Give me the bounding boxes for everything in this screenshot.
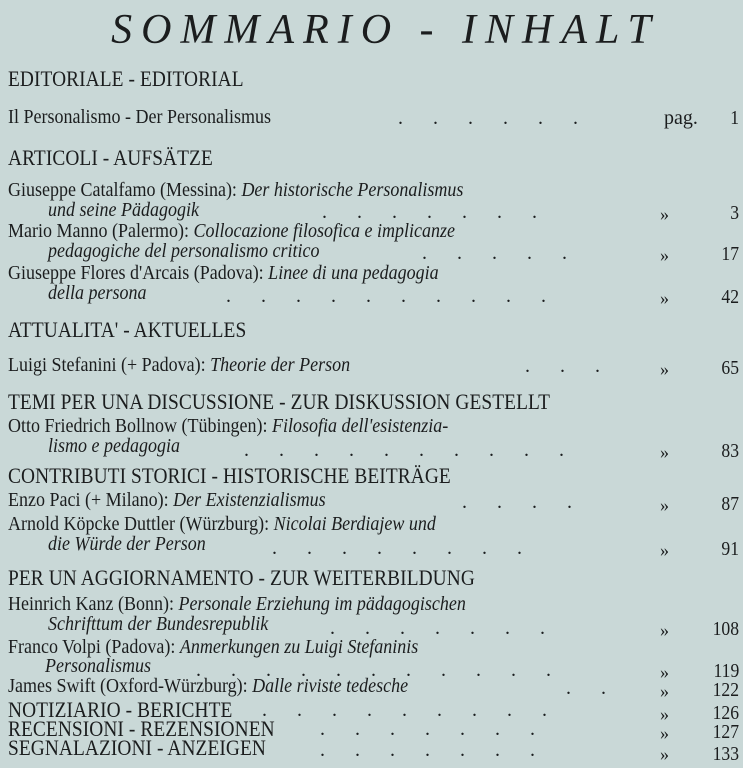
dot-leader: . . . . . . . — [320, 739, 535, 761]
page-prefix: » — [660, 495, 669, 515]
dot-leader: . . . . . . . — [322, 201, 537, 223]
entry-author: Giuseppe Catalfamo (Messina): — [8, 179, 242, 201]
entry-title-continued: pedagogiche del personalismo critico — [48, 240, 320, 262]
page-prefix: » — [660, 681, 669, 701]
page-number: 83 — [721, 440, 739, 462]
dot-leader: . . . . . . . . — [272, 537, 522, 559]
entry-title-continued: Personalismus — [45, 655, 152, 677]
entry-title-continued: lismo e pedagogia — [48, 435, 180, 457]
page-number: 42 — [721, 286, 739, 308]
toc-entry-personalismo[interactable] — [8, 107, 271, 128]
page-number: 126 — [712, 702, 739, 724]
dot-leader: . . — [566, 677, 606, 699]
section-heading-articoli: ARTICOLI - AUFSÄTZE — [8, 145, 213, 170]
entry-title-continued: die Würde der Person — [48, 533, 206, 555]
tail-item-segnalazioni[interactable]: SEGNALAZIONI - ANZEIGEN — [8, 735, 266, 760]
page-number: 108 — [712, 618, 739, 640]
toc-entry-swift[interactable] — [8, 676, 408, 697]
page-number: 87 — [721, 493, 739, 515]
toc-entry-bollnow[interactable] — [8, 416, 448, 437]
page-prefix: » — [660, 662, 669, 682]
toc-entry-catalfamo[interactable] — [8, 180, 463, 201]
entry-author: Heinrich Kanz (Bonn): — [8, 593, 179, 615]
entry-title: Il Personalismo - Der Personalismus — [8, 106, 271, 128]
dot-leader: . . . . . . . . . . . — [196, 659, 551, 681]
toc-entry-kopcke-duttler[interactable] — [8, 514, 436, 535]
page-prefix: pag. — [664, 107, 698, 129]
page-number: 133 — [712, 743, 739, 765]
page-prefix: » — [660, 540, 669, 560]
entry-title: Anmerkungen zu Luigi Stefaninis — [179, 636, 419, 658]
entry-author: Arnold Köpcke Duttler (Würzburg): — [8, 513, 274, 535]
dot-leader: . . . . . . . — [320, 718, 535, 740]
entry-author: Mario Manno (Palermo): — [8, 220, 194, 242]
section-heading-attualita: ATTUALITA' - AKTUELLES — [8, 317, 247, 342]
entry-title: Filosofia dell'esistenzia- — [271, 415, 449, 437]
entry-title: Linee di una pedagogia — [268, 262, 439, 284]
page-number: 1 — [730, 107, 739, 129]
entry-author: Otto Friedrich Bollnow (Tübingen): — [8, 415, 272, 437]
entry-title-continued: Schrifttum der Bundesrepublik — [48, 613, 269, 635]
dot-leader: . . . . . . . — [330, 617, 545, 639]
dot-leader: . . . . — [462, 491, 572, 513]
dot-leader: . . . . . . — [398, 107, 578, 129]
dot-leader: . . . . . . . . . — [262, 699, 547, 721]
entry-title: Dalle riviste tedesche — [252, 675, 409, 697]
page-prefix: » — [660, 245, 669, 265]
entry-title: Personale Erziehung im pädagogischen — [178, 593, 466, 615]
page-title: SOMMARIO - INHALT — [111, 7, 660, 53]
toc-entry-manno[interactable] — [8, 221, 455, 242]
toc-entry-kanz[interactable] — [8, 594, 466, 615]
page-number: 17 — [721, 243, 739, 265]
page-number: 127 — [712, 721, 739, 743]
dot-leader: . . . — [525, 355, 600, 377]
entry-title: Der Existenzialismus — [173, 489, 326, 511]
entry-author: Enzo Paci (+ Milano): — [8, 489, 174, 511]
tail-item-recensioni[interactable]: RECENSIONI - REZENSIONEN — [8, 716, 275, 741]
dot-leader: . . . . . . . . . . — [226, 285, 546, 307]
section-heading-aggiornamento: PER UN AGGIORNAMENTO - ZUR WEITERBILDUNG — [8, 565, 475, 590]
page-prefix: » — [660, 620, 669, 640]
page-prefix: » — [660, 744, 669, 764]
toc-entry-flores-darcais[interactable] — [8, 263, 439, 284]
toc-entry-paci[interactable] — [8, 490, 326, 511]
page-number: 119 — [713, 660, 739, 682]
page-number: 91 — [721, 538, 739, 560]
tail-item-notiziario[interactable]: NOTIZIARIO - BERICHTE — [8, 697, 233, 722]
section-heading-temi: TEMI PER UNA DISCUSSIONE - ZUR DISKUSSION GESTELLT — [8, 389, 551, 414]
page-prefix: » — [660, 723, 669, 743]
entry-author: Giuseppe Flores d'Arcais (Padova): — [8, 262, 269, 284]
page-number: 65 — [721, 357, 739, 379]
entry-title: Theorie der Person — [210, 354, 351, 376]
page-prefix: » — [660, 359, 669, 379]
section-heading-contributi-storici: CONTRIBUTI STORICI - HISTORISCHE BEITRÄGE — [8, 463, 451, 488]
page-prefix: » — [660, 704, 669, 724]
toc-entry-stefanini[interactable] — [8, 355, 350, 376]
entry-author: James Swift (Oxford-Würzburg): — [8, 675, 253, 697]
section-heading-editoriale: EDITORIALE - EDITORIAL — [8, 66, 244, 91]
page-prefix: » — [660, 288, 669, 308]
entry-title: Collocazione filosofica e implicanze — [193, 220, 455, 242]
entry-title-continued: und seine Pädagogik — [48, 199, 199, 221]
entry-title-continued: della persona — [48, 282, 147, 304]
dot-leader: . . . . . . . . . . — [244, 439, 564, 461]
entry-author: Luigi Stefanini (+ Padova): — [8, 354, 211, 376]
entry-title: Nicolai Berdiajew und — [273, 513, 436, 535]
page-prefix: » — [660, 442, 669, 462]
entry-title: Der historische Personalismus — [241, 179, 464, 201]
dot-leader: . . . . . — [422, 242, 567, 264]
page-number: 122 — [712, 679, 739, 701]
page-number: 3 — [730, 202, 739, 224]
entry-author: Franco Volpi (Padova): — [8, 636, 180, 658]
page-prefix: » — [660, 204, 669, 224]
